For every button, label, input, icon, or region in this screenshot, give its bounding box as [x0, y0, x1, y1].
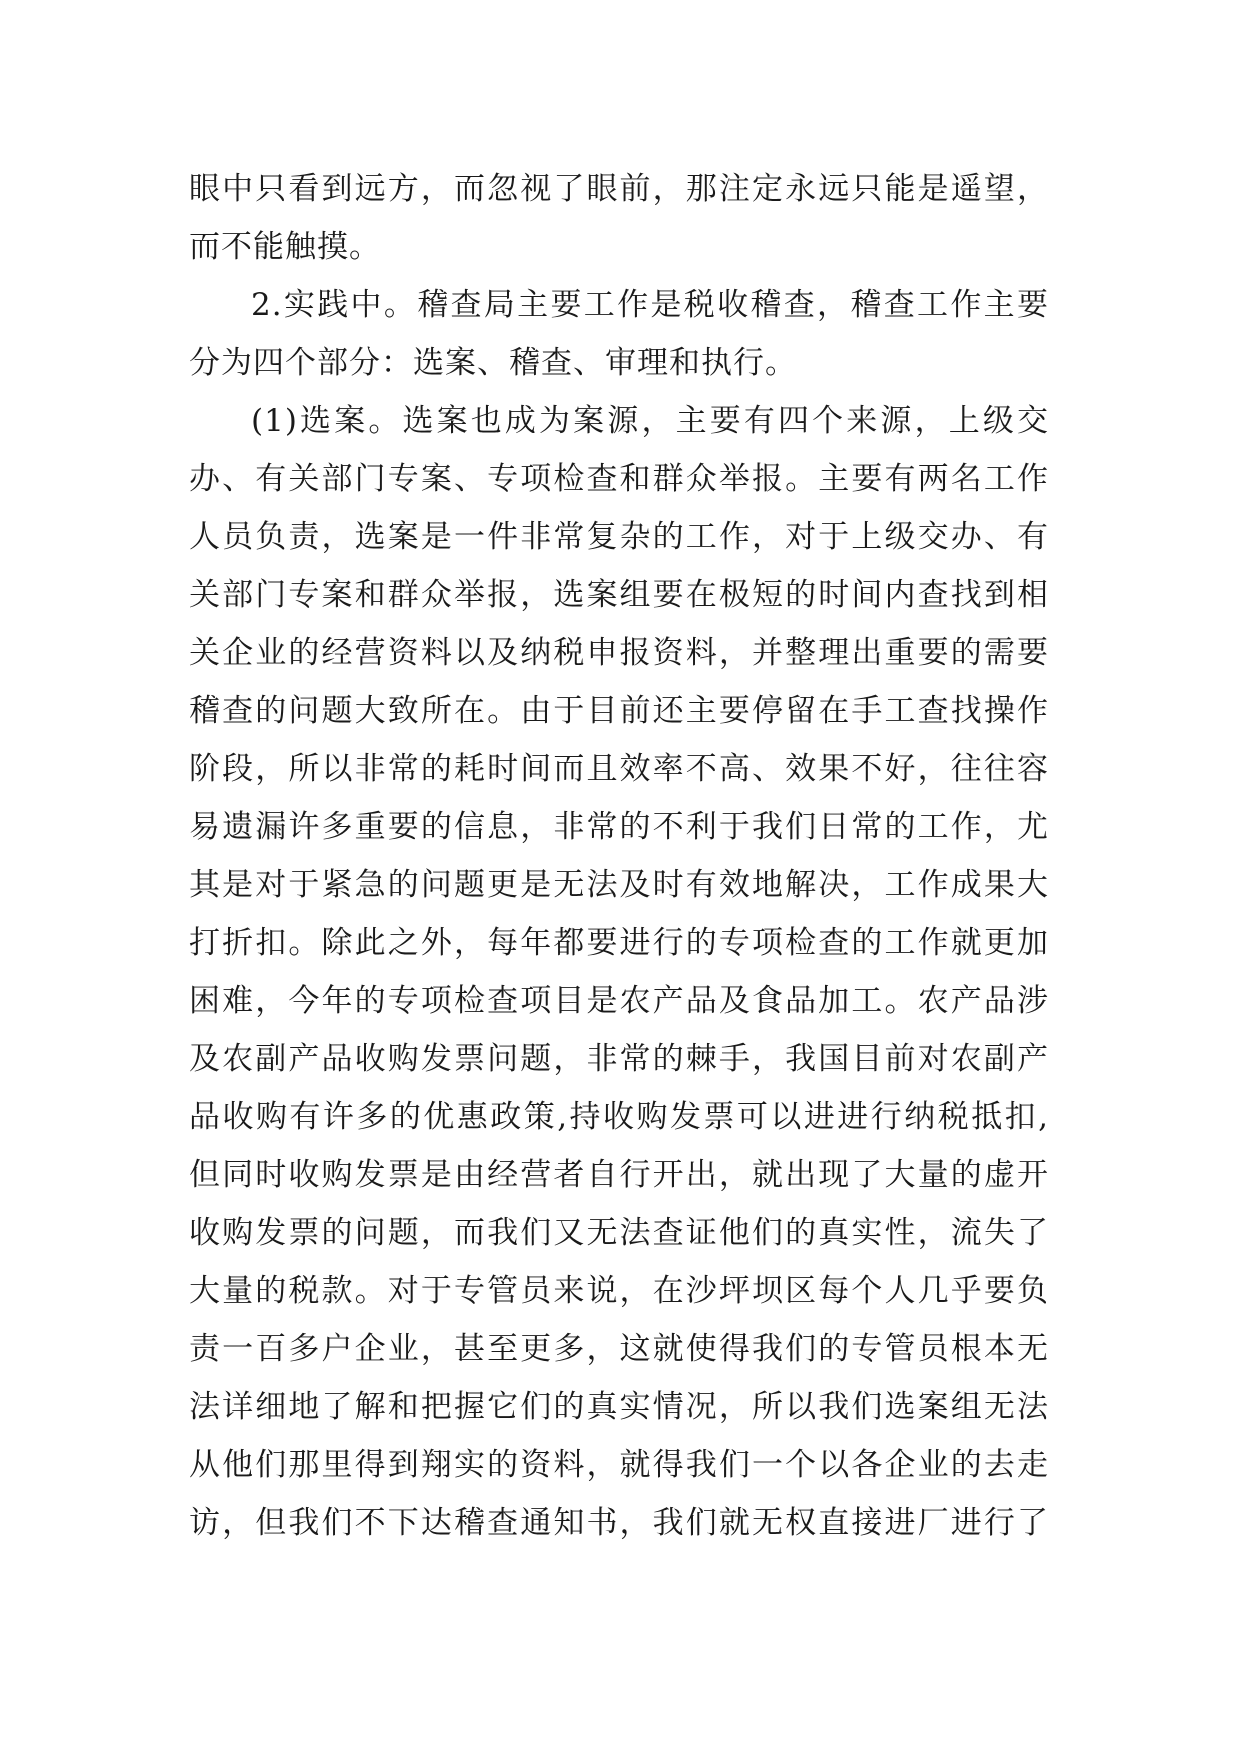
text-line: 访，但我们不下达稽查通知书，我们就无权直接进厂进行了	[189, 1505, 1049, 1541]
text-line: 打折扣。除此之外，每年都要进行的专项检查的工作就更加	[189, 925, 1049, 961]
text-line: 分为四个部分：选案、稽查、审理和执行。	[189, 345, 797, 381]
body-text	[189, 160, 1049, 1552]
text-line: 大量的税款。对于专管员来说，在沙坪坝区每个人几乎要负	[189, 1273, 1049, 1309]
text-line: 关部门专案和群众举报，选案组要在极短的时间内查找到相	[189, 577, 1049, 613]
text-line: 困难，今年的专项检查项目是农产品及食品加工。农产品涉	[189, 983, 1049, 1019]
text-line: 稽查的问题大致所在。由于目前还主要停留在手工查找操作	[189, 693, 1049, 729]
text-line: 阶段，所以非常的耗时间而且效率不高、效果不好，往往容	[189, 751, 1049, 787]
text-line: (1)选案。选案也成为案源，主要有四个来源，上级交	[251, 403, 1049, 439]
text-line: 人员负责，选案是一件非常复杂的工作，对于上级交办、有	[189, 519, 1049, 555]
text-line: 从他们那里得到翔实的资料，就得我们一个以各企业的去走	[189, 1447, 1049, 1483]
text-line: 易遗漏许多重要的信息，非常的不利于我们日常的工作，尤	[189, 809, 1049, 845]
text-line: 责一百多户企业，甚至更多，这就使得我们的专管员根本无	[189, 1331, 1049, 1367]
text-line: 关企业的经营资料以及纳税申报资料，并整理出重要的需要	[189, 635, 1049, 671]
text-line: 其是对于紧急的问题更是无法及时有效地解决，工作成果大	[189, 867, 1049, 903]
text-line: 办、有关部门专案、专项检查和群众举报。主要有两名工作	[189, 461, 1049, 497]
text-line: 法详细地了解和把握它们的真实情况，所以我们选案组无法	[189, 1389, 1049, 1425]
text-line: 眼中只看到远方，而忽视了眼前，那注定永远只能是遥望，	[189, 171, 1049, 207]
text-line: 2.实践中。稽查局主要工作是税收稽查，稽查工作主要	[251, 287, 1049, 323]
text-line: 品收购有许多的优惠政策,持收购发票可以进进行纳税抵扣,	[189, 1099, 1049, 1135]
text-line: 收购发票的问题，而我们又无法查证他们的真实性，流失了	[189, 1215, 1049, 1251]
text-line: 而不能触摸。	[189, 229, 381, 265]
text-line: 但同时收购发票是由经营者自行开出，就出现了大量的虚开	[189, 1157, 1049, 1193]
text-line: 及农副产品收购发票问题，非常的棘手，我国目前对农副产	[189, 1041, 1049, 1077]
